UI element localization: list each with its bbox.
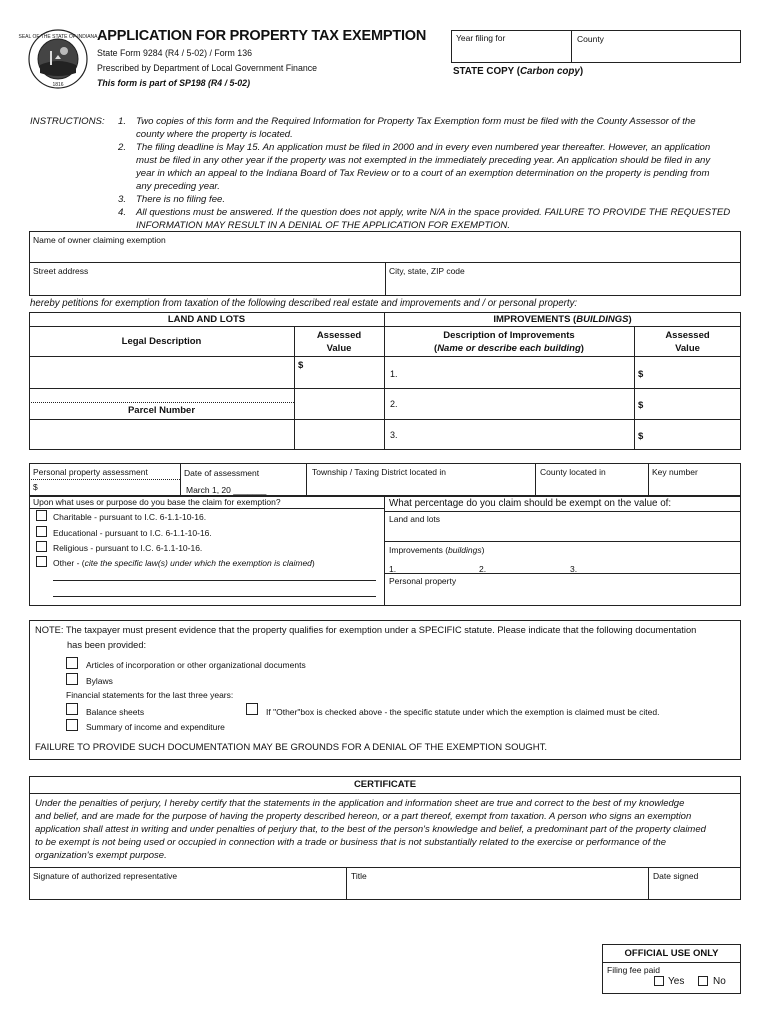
filing-fee-label: Filing fee paid [607,965,660,975]
land-assessed-header: Assessed Value [316,330,362,354]
certificate-text: Under the penalties of perjury, I hereby certify that the statements in the application and information sheet are true and correct to the best of my knowledge and belief, and are made for the purpose of having the property described hereon, or a part thereof, exempt from taxation. A person who signs an exemption application shall attest in writing and under penalties of perjury that, to the best of the person's knowledge and belief, a predominant part of the property claimed to be exempt is not being used or occupied in connection with a trade or business that is not substantially related to the exercise or performance of the organization's exempt purpose. [35,798,706,861]
date-of-assessment-value: March 1, 20 _______ [186,485,267,495]
owner-name-field[interactable]: Name of owner claiming exemption [33,235,166,245]
state-copy-label: STATE COPY (Carbon copy) [453,66,584,77]
bylaws-label: Bylaws [86,676,113,686]
city-state-zip-field[interactable]: City, state, ZIP code [389,266,465,276]
note-line-1: NOTE: The taxpayer must present evidence that the property qualifies for exemption under a SPECIFIC statute. Please indicate that the following documentation [35,625,697,635]
financial-label: Financial statements for the last three years: [66,690,234,700]
improvement-row-2[interactable]: 2. [390,399,398,409]
other-statute-note: If "Other"box is checked above - the specific statute under which the exemption is claimed must be cited. [266,707,660,717]
articles-label: Articles of incorporation or other organizational documents [86,660,306,670]
personal-property-assessment-field[interactable]: Personal property assessment [33,467,148,477]
religious-checkbox[interactable] [36,541,47,552]
land-percentage-field[interactable]: Land and lots [389,514,441,524]
part-of-note: This form is part of SP198 (R4 / 5-02) [97,78,251,88]
failure-notice: FAILURE TO PROVIDE SUCH DOCUMENTATION MAY BE GROUNDS FOR A DENIAL OF THE EXEMPTION SOUGHT. [35,742,548,753]
improvements-description-header: Description of Improvements (Name or describe each building) [434,330,584,354]
official-use-title: OFFICIAL USE ONLY [624,948,719,959]
improvements-assessed-header: Assessed Value [665,330,710,354]
legal-description-header: Legal Description [121,336,202,347]
educational-checkbox[interactable] [36,526,47,537]
fee-yes-label: Yes [668,976,685,987]
balance-sheets-label: Balance sheets [86,707,145,717]
other-statute-checkbox-icon[interactable] [246,703,258,715]
date-of-assessment-field[interactable]: Date of assessment [184,468,260,478]
year-filing-field[interactable]: Year filing for [456,33,506,43]
balance-sheets-checkbox[interactable] [66,703,78,715]
legal-description-field[interactable] [30,357,293,401]
petition-text: hereby petitions for exemption from taxation of the following described real estate and improvements and / or personal property: [30,298,578,309]
land-header: LAND AND LOTS [167,314,246,325]
uses-question: Upon what uses or purpose do you base the claim for exemption? [33,497,281,507]
religious-label: Religious - pursuant to I.C. 6-1.1-10-16. [53,543,203,553]
building-percent-3: 3. [570,564,578,574]
charitable-label: Charitable - pursuant to I.C. 6-1.1-10-16. [53,512,207,522]
state-seal [18,29,98,89]
certificate-title: CERTIFICATE [353,779,417,790]
building-percent-1: 1. [389,564,397,574]
improvement-row-3[interactable]: 3. [390,430,398,440]
seal-year: 1816 [52,82,64,88]
title-field[interactable]: Title [351,871,367,881]
building-percent-2: 2. [479,564,487,574]
form-id: State Form 9284 (R4 / 5-02) / Form 136 [97,48,252,58]
fee-no-label: No [713,976,726,987]
personal-dollar: $ [33,482,38,492]
street-address-field[interactable]: Street address [33,266,89,276]
other-checkbox[interactable] [36,556,47,567]
township-field[interactable]: Township / Taxing District located in [312,467,447,477]
fee-yes-checkbox[interactable] [654,976,664,986]
parcel-number-field[interactable] [30,420,293,449]
instructions-label: INSTRUCTIONS: [30,116,105,127]
county-field[interactable]: County [577,34,604,44]
seal-text: SEAL OF THE STATE OF INDIANA [18,34,98,40]
land-dollar: $ [298,360,304,371]
county-located-field[interactable]: County located in [540,467,606,477]
parcel-number-header: Parcel Number [127,405,196,416]
improvement-row-1[interactable]: 1. [390,369,398,379]
signature-field[interactable]: Signature of authorized representative [33,871,178,881]
other-law-line-1[interactable] [53,580,376,581]
charitable-checkbox[interactable] [36,510,47,521]
improvements-header: IMPROVEMENTS (BUILDINGS) [493,314,632,325]
summary-income-label: Summary of income and expenditure [86,722,225,732]
page-title: APPLICATION FOR PROPERTY TAX EXEMPTION [97,28,427,44]
key-number-field[interactable]: Key number [652,467,698,477]
note-line-2: has been provided: [67,640,147,650]
improvement-dollar-2: $ [638,400,644,411]
prescribed-by: Prescribed by Department of Local Government Finance [97,63,318,73]
percentage-question: What percentage do you claim should be exempt on the value of: [389,498,672,509]
bylaws-checkbox[interactable] [66,673,78,685]
educational-label: Educational - pursuant to I.C. 6-1.1-10-16. [53,528,212,538]
date-signed-field[interactable]: Date signed [653,871,699,881]
improvement-dollar-3: $ [638,431,644,442]
improvements-percentage-field[interactable]: Improvements (buildings) [389,545,485,555]
personal-property-percentage-field[interactable]: Personal property [389,576,457,586]
articles-checkbox[interactable] [66,657,78,669]
other-law-line-2[interactable] [53,596,376,597]
other-label: Other - (cite the specific law(s) under which the exemption is claimed) [53,558,315,568]
improvement-dollar-1: $ [638,369,644,380]
summary-income-checkbox[interactable] [66,719,78,731]
fee-no-checkbox[interactable] [698,976,708,986]
